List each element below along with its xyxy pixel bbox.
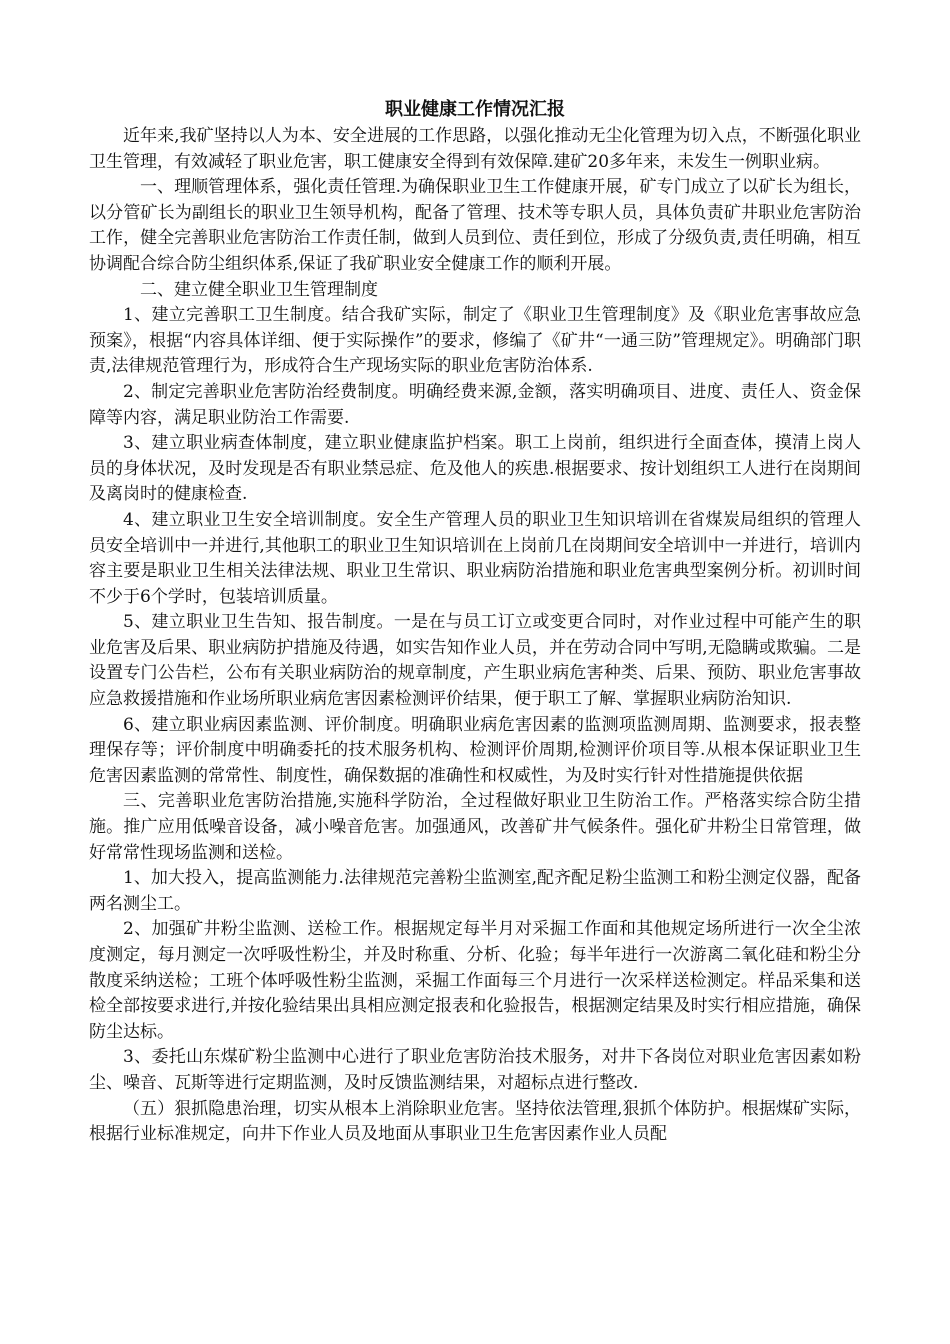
paragraph-item-2-5: 5、建立职业卫生告知、报告制度。一是在与员工订立或变更合同时，对作业过程中可能产生的职业危害及后果、职业病防护措施及待遇，如实告知作业人员，并在劳动合同中写明,无隐瞒或欺骗。二是设置专门公告栏，公布有关职业病防治的规章制度，产生职业病危害种类、后果、预防、职业危害事故应急救援措施和作业场所职业病危害因素检测评价结果，便于职工了解、掌握职业病防治知识. xyxy=(89,612,861,710)
paragraph-section-1: 一、理顺管理体系，强化责任管理.为确保职业卫生工作健康开展，矿专门成立了以矿长为组长，以分管矿长为副组长的职业卫生领导机构，配备了管理、技术等专职人员，具体负责矿井职业危害防治工作，健全完善职业危害防治工作责任制，做到人员到位、责任到位，形成了分级负责,责任明确，相互协调配合综合防尘组织体系,保证了我矿职业安全健康工作的顺利开展。 xyxy=(89,177,861,274)
paragraph-item-3-2: 2、加强矿井粉尘监测、送检工作。根据规定每半月对采掘工作面和其他规定场所进行一次全尘浓度测定，每月测定一次呼吸性粉尘，并及时称重、分析、化验；每半年进行一次游离二氧化硅和粉尘分散度采纳送检；工班个体呼吸性粉尘监测，采掘工作面每三个月进行一次采样送检测定。样品采集和送检全部按要求进行,并按化验结果出具相应测定报表和化验报告，根据测定结果及时实行相应措施，确保防尘达标。 xyxy=(89,919,861,1042)
paragraph-section-3: 三、完善职业危害防治措施,实施科学防治，全过程做好职业卫生防治工作。严格落实综合防尘措施。推广应用低噪音设备，减小噪音危害。加强通风，改善矿井气候条件。强化矿井粉尘日常管理，做好常常性现场监测和送检。 xyxy=(89,791,861,863)
paragraph-item-2-6: 6、建立职业病因素监测、评价制度。明确职业病危害因素的监测项监测周期、监测要求，报表整理保存等；评价制度中明确委托的技术服务机构、检测评价周期,检测评价项目等.从根本保证职业卫生危害因素监测的常常性、制度性，确保数据的准确性和权威性，为及时实行针对性措施提供依据 xyxy=(89,714,861,786)
paragraph-intro: 近年来,我矿坚持以人为本、安全进展的工作思路，以强化推动无尘化管理为切入点，不断强化职业卫生管理，有效减轻了职业危害，职工健康安全得到有效保障.建矿20多年来，未发生一例职业病。 xyxy=(89,126,861,172)
document-page xyxy=(89,98,861,1148)
document-title: 职业健康工作情况汇报 xyxy=(385,99,565,120)
paragraph-section-5: （五）狠抓隐患治理，切实从根本上消除职业危害。坚持依法管理,狠抓个体防护。根据煤矿实际，根据行业标准规定，向井下作业人员及地面从事职业卫生危害因素作业人员配 xyxy=(89,1098,861,1145)
paragraph-item-3-1: 1、加大投入，提高监测能力.法律规范完善粉尘监测室,配齐配足粉尘监测工和粉尘测定仪器，配备两名测尘工。 xyxy=(89,868,861,914)
paragraph-item-2-3: 3、建立职业病查体制度，建立职业健康监护档案。职工上岗前，组织进行全面查体，摸清上岗人员的身体状况，及时发现是否有职业禁忌症、危及他人的疾患.根据要求、按计划组织工人进行在岗期间及离岗时的健康检查. xyxy=(89,433,861,505)
paragraph-item-2-1: 1、建立完善职工卫生制度。结合我矿实际，制定了《职业卫生管理制度》及《职业危害事故应急预案》，根据“内容具体详细、便于实际操作”的要求，修编了《矿井“一通三防”管理规定》。明确部门职责,法律规范管理行为，形成符合生产现场实际的职业危害防治体系. xyxy=(89,305,861,377)
paragraph-section-2-heading: 二、建立健全职业卫生管理制度 xyxy=(140,279,378,300)
paragraph-item-2-2: 2、制定完善职业危害防治经费制度。明确经费来源,金额，落实明确项目、进度、责任人、资金保障等内容，满足职业防治工作需要. xyxy=(89,381,861,428)
paragraph-item-2-4: 4、建立职业卫生安全培训制度。安全生产管理人员的职业卫生知识培训在省煤炭局组织的管理人员安全培训中一并进行,其他职工的职业卫生知识培训在上岗前几在岗期间安全培训中一并进行，培训内容主要是职业卫生相关法律法规、职业卫生常识、职业病防治措施和职业危害典型案例分析。初训时间不少于6个学时，包装培训质量。 xyxy=(89,509,861,607)
paragraph-item-3-3: 3、委托山东煤矿粉尘监测中心进行了职业危害防治技术服务，对井下各岗位对职业危害因素如粉尘、噪音、瓦斯等进行定期监测，及时反馈监测结果，对超标点进行整改. xyxy=(89,1047,861,1093)
